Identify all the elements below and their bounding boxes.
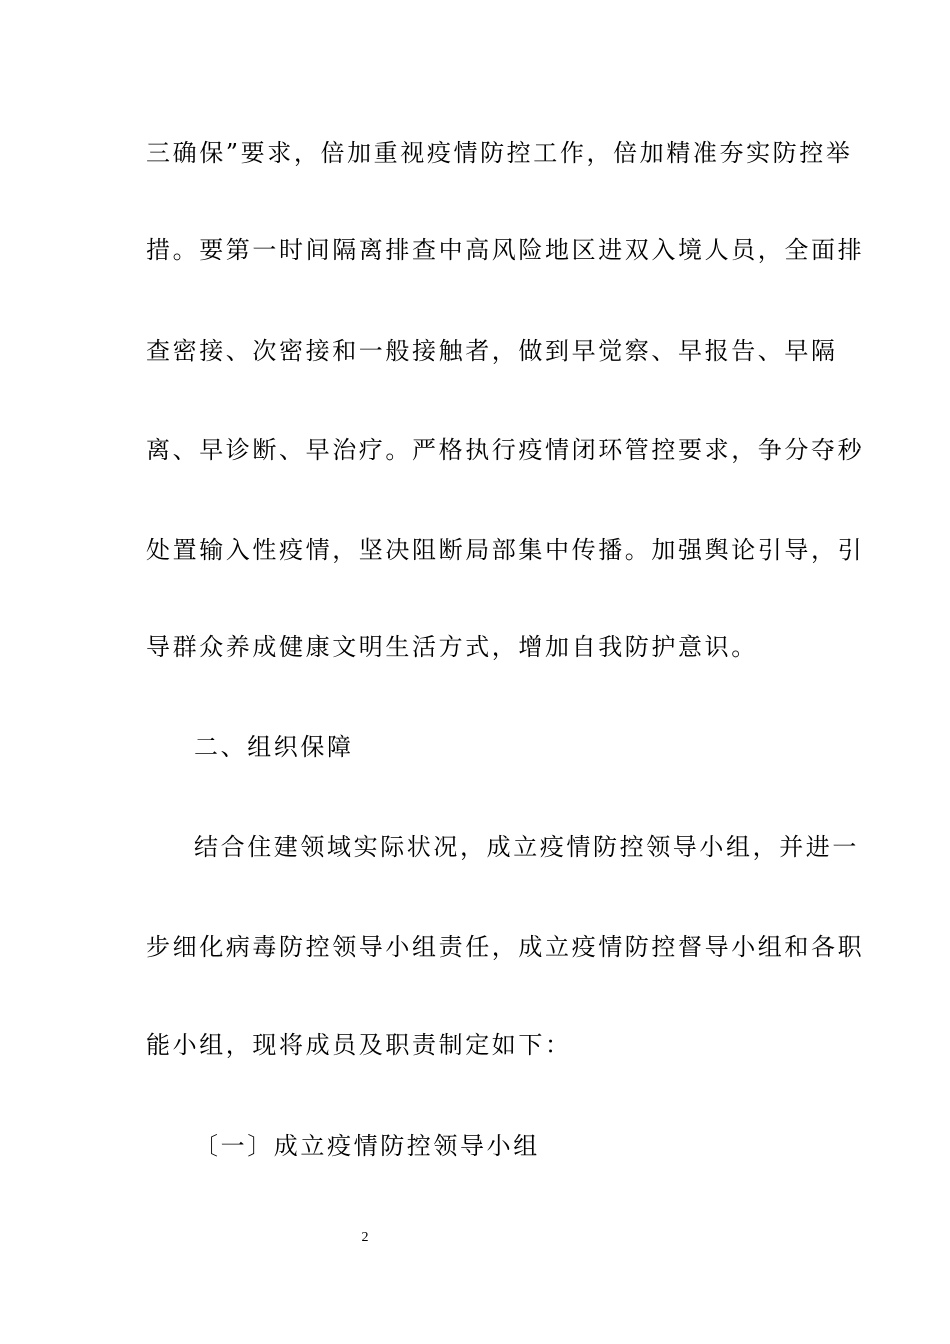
paragraph-2-line-2: 步细化病毒防控领导小组责任，成立疫情防控督导小组和各职 bbox=[146, 933, 865, 961]
paragraph-1-line-4: 离、早诊断、早治疗。严格执行疫情闭环管控要求，争分夺秒 bbox=[146, 436, 865, 464]
paragraph-1-line-6: 导群众养成健康文明生活方式，增加自我防护意识。 bbox=[146, 633, 758, 661]
paragraph-1-line-2: 措。要第一时间隔离排查中高风险地区进双入境人员，全面排 bbox=[146, 236, 865, 264]
page-number: 2 bbox=[361, 1230, 369, 1245]
paragraph-2-line-1: 结合住建领域实际状况，成立疫情防控领导小组，并进一 bbox=[194, 833, 859, 861]
subheading-leadership-group: 〔一〕成立疫情防控领导小组 bbox=[194, 1132, 540, 1160]
paragraph-2-line-3: 能小组，现将成员及职责制定如下： bbox=[146, 1031, 572, 1059]
paragraph-1-line-5: 处置输入性疫情，坚决阻断局部集中传播。加强舆论引导，引 bbox=[146, 536, 865, 564]
paragraph-1-line-3: 查密接、次密接和一般接触者，做到早觉察、早报告、早隔 bbox=[146, 337, 838, 365]
section-heading-organization: 二、组织保障 bbox=[194, 733, 354, 761]
paragraph-1-line-1: 三确保”要求，倍加重视疫情防控工作，倍加精准夯实防控举 bbox=[146, 139, 853, 167]
